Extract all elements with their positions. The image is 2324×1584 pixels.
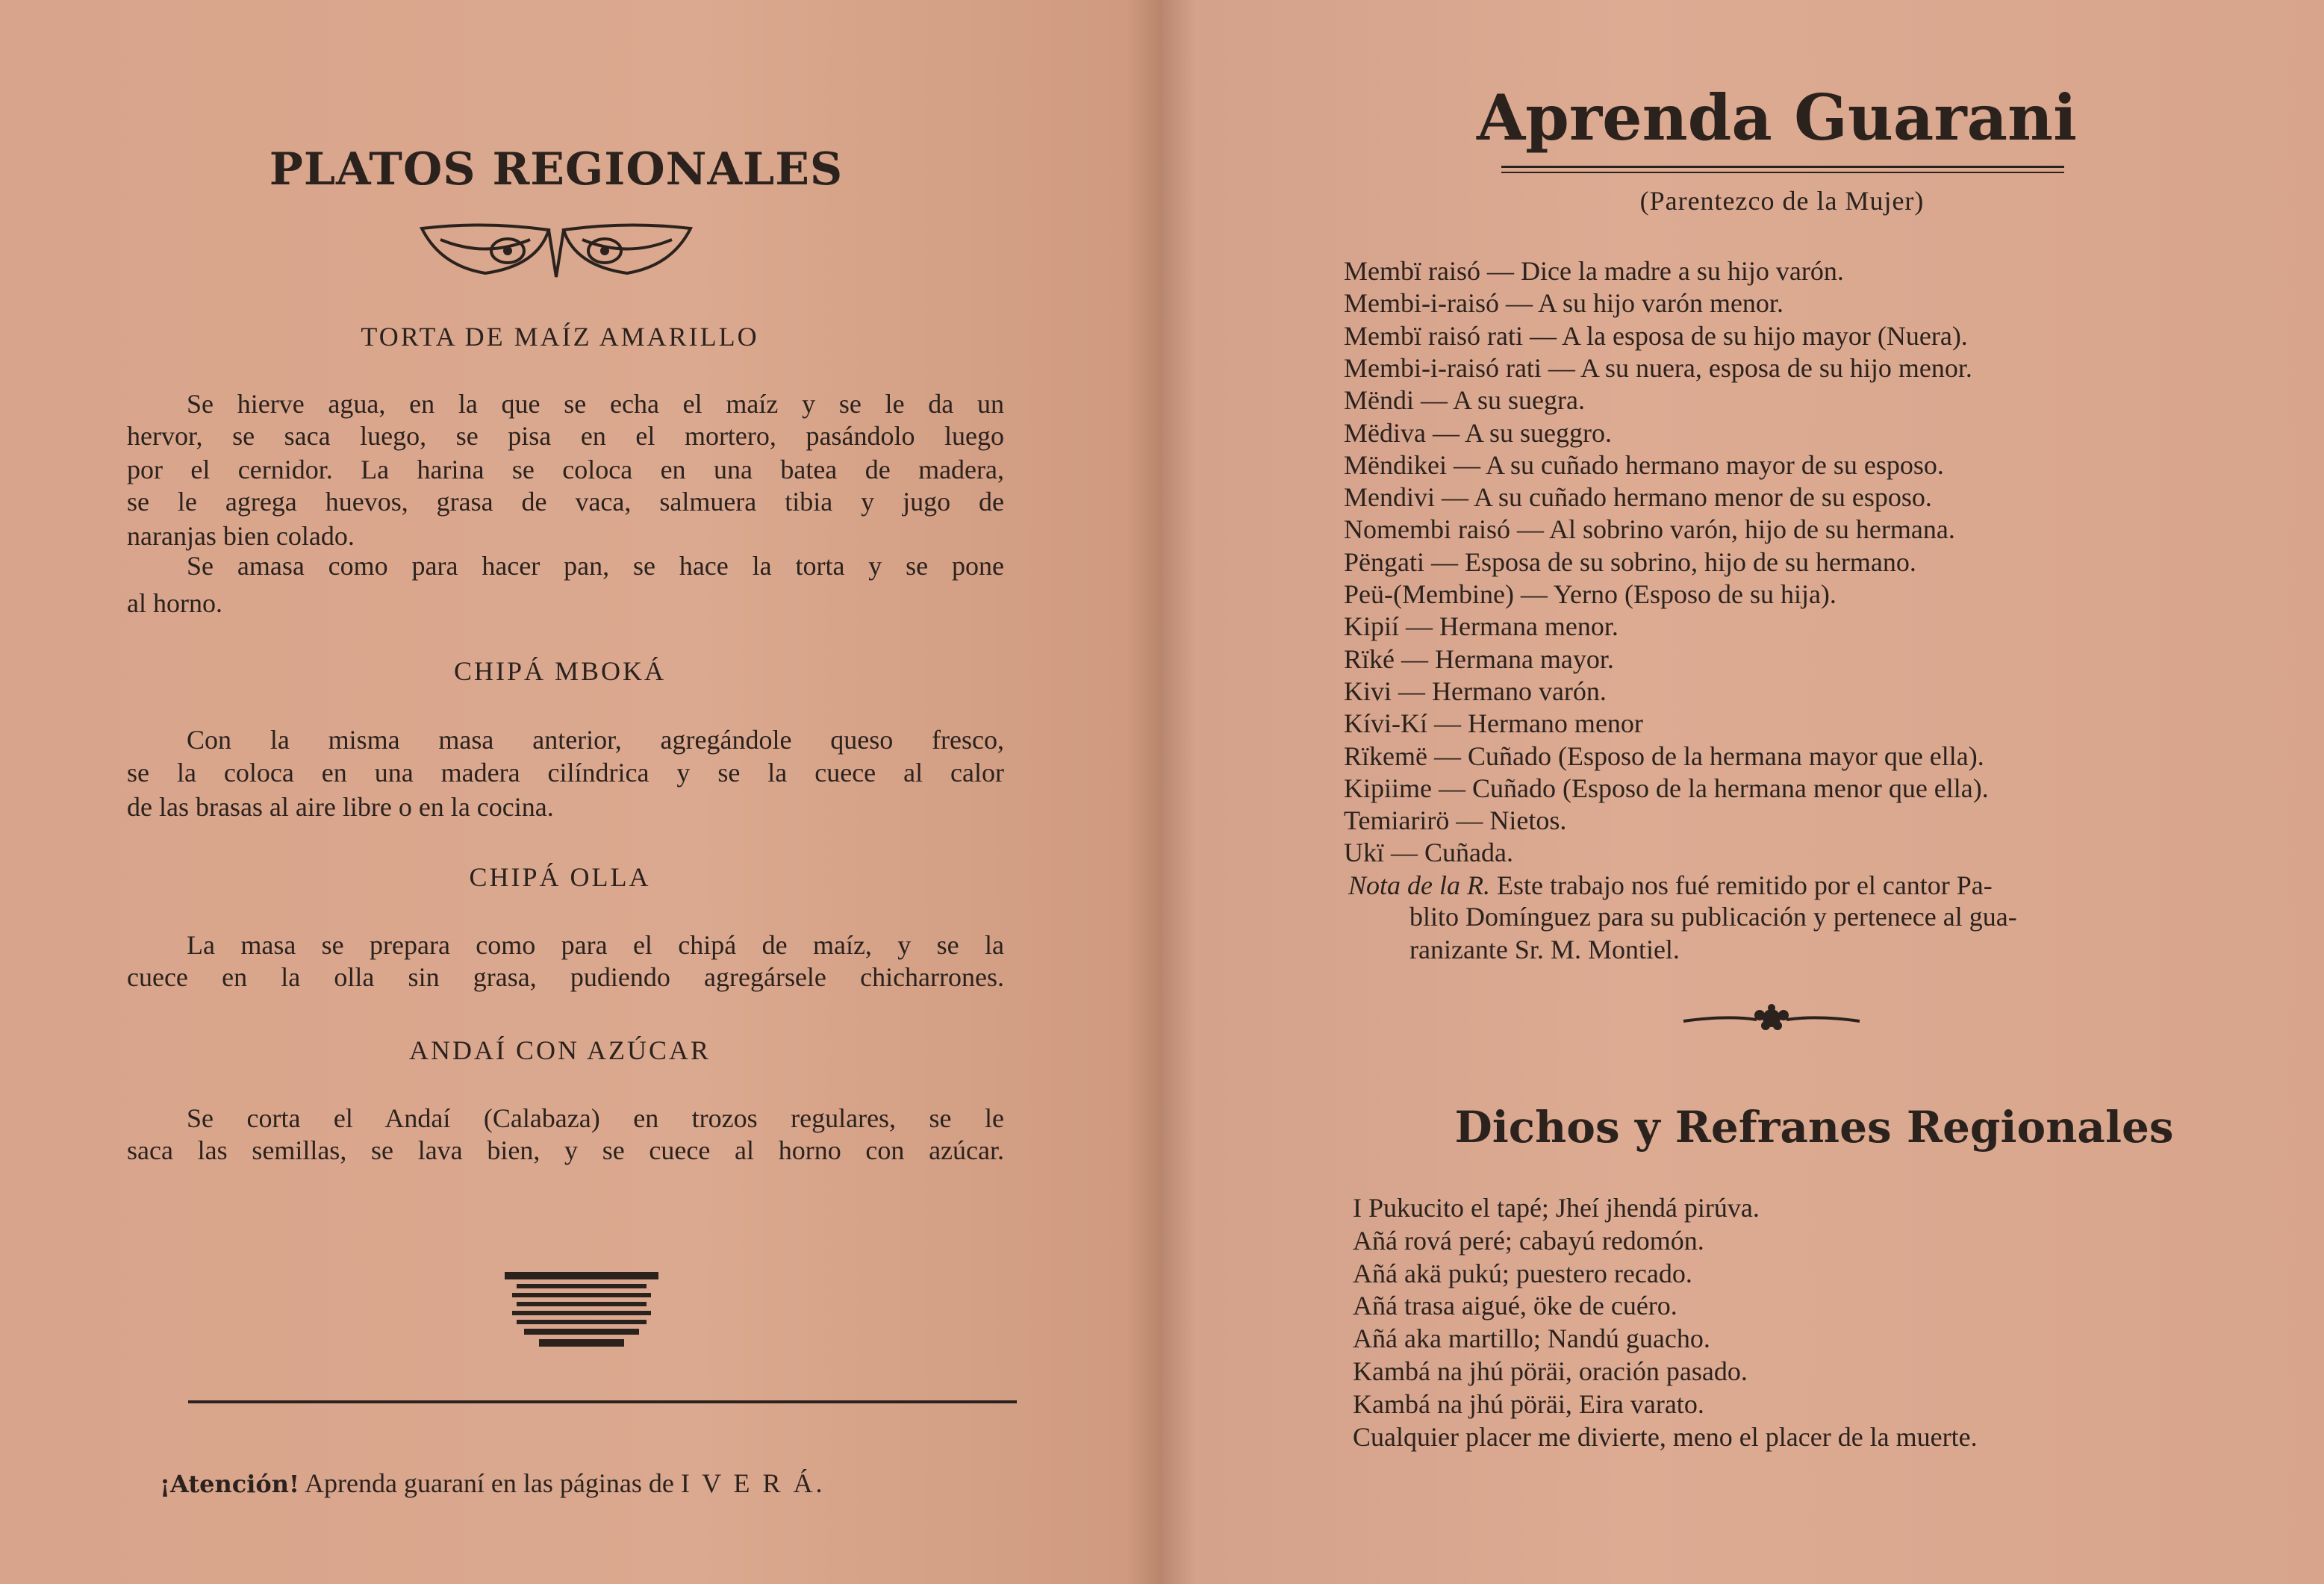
- kinship-entry: Temiarirö — Nietos.: [1344, 805, 1567, 836]
- kinship-entry: Kipiime — Cuñado (Esposo de la hermana menor que ella).: [1344, 773, 1989, 803]
- recipe-text-line: La masa se prepara como para el chipá de maíz, y se la: [187, 930, 1004, 960]
- title-underline-2: [1501, 172, 2064, 173]
- recipe-text-line: se la coloca en una madera cilíndrica y se la cuece al calor: [127, 758, 1004, 788]
- kinship-entry: Membï raisó rati — A la esposa de su hijo mayor (Nuera).: [1344, 320, 1968, 351]
- recipe-text-line: Se hierve agua, en la que se echa el maíz y se le da un: [187, 389, 1004, 419]
- kinship-entry: Membi-i-raisó — A su hijo varón menor.: [1344, 288, 1784, 319]
- kinship-entry: Peü-(Membine) — Yerno (Esposo de su hija).: [1344, 579, 1837, 609]
- page-subtitle: (Parentezco de la Mujer): [1639, 186, 1925, 216]
- note-line-3: ranizante Sr. M. Montiel.: [1409, 935, 1680, 964]
- saying-line: Añá akä pukú; puestero recado.: [1353, 1258, 1692, 1288]
- recipe-text-line: de las brasas al aire libre o en la cocina.: [127, 792, 554, 822]
- saying-line: Añá trasa aigué, öke de cuéro.: [1353, 1291, 1677, 1321]
- saying-line: Cualquier placer me divierte, meno el placer de la muerte.: [1353, 1421, 1978, 1452]
- kinship-entry: Mëdiva — A su sueggro.: [1344, 417, 1612, 448]
- recipe-heading: ANDAÍ CON AZÚCAR: [408, 1035, 711, 1065]
- kinship-entry: Rïké — Hermana mayor.: [1344, 643, 1614, 674]
- footer-note: [160, 1468, 826, 1499]
- saying-line: Añá rová peré; cabayú redomón.: [1353, 1225, 1704, 1256]
- kinship-entry: Rïkemë — Cuñado (Esposo de la hermana mayor que ella).: [1344, 740, 1984, 771]
- footer-brand: I V E R Á.: [680, 1468, 826, 1498]
- title-underline: [1501, 166, 2064, 168]
- note-line-2: blito Domínguez para su publicación y pertenece al gua-: [1409, 902, 2017, 932]
- note-text-1: Este trabajo nos fué remitido por el cantor Pa-: [1496, 870, 1993, 900]
- recipe-text-line: por el cernidor. La harina se coloca en una batea de madera,: [127, 455, 1004, 484]
- recipe-text-line: naranjas bien colado.: [127, 521, 355, 551]
- recipe-text-line: al horno.: [127, 588, 222, 618]
- recipe-heading: CHIPÁ OLLA: [469, 862, 651, 892]
- recipe-text-line: cuece en la olla sin grasa, pudiendo agregársele chicharrones.: [127, 962, 1004, 992]
- kinship-entry: Kipií — Hermana menor.: [1344, 611, 1619, 642]
- saying-line: Kambá na jhú pöräi, oración pasado.: [1353, 1356, 1748, 1386]
- kinship-entry: Membi-i-raisó rati — A su nuera, esposa de su hijo menor.: [1344, 352, 1972, 383]
- kinship-entry: Kivi — Hermano varón.: [1344, 676, 1607, 706]
- recipe-text-line: saca las semillas, se lava bien, y se cuece al horno con azúcar.: [127, 1135, 1004, 1165]
- recipe-heading: TORTA DE MAÍZ AMARILLO: [361, 322, 759, 352]
- right-page: [1161, 0, 2324, 1584]
- saying-line: I Pukucito el tapé; Jheí jhendá pirúva.: [1353, 1193, 1760, 1223]
- ornament-icon: [502, 1269, 661, 1350]
- kinship-entry: Membï raisó — Dice la madre a su hijo varón.: [1344, 256, 1844, 286]
- divider: [188, 1400, 1017, 1403]
- kinship-entry: Ukï — Cuñada.: [1344, 838, 1513, 868]
- floral-ornament-icon: [1682, 1003, 1861, 1035]
- recipe-text-line: se le agrega huevos, grasa de vaca, salmuera tibia y jugo de: [127, 487, 1004, 517]
- kinship-entry: Mendivi — A su cuñado hermano menor de su esposo.: [1344, 482, 1932, 513]
- page-title: PLATOS REGIONALES: [269, 143, 844, 196]
- footer-attention: ¡Atención!: [160, 1470, 300, 1498]
- kinship-entry: Kívi-Kí — Hermano menor: [1344, 708, 1643, 739]
- recipe-text-line: Con la misma masa anterior, agregándole queso fresco,: [187, 725, 1004, 755]
- fish-ornament-icon: [418, 221, 694, 282]
- left-page: [0, 0, 1161, 1584]
- saying-line: Añá aka martillo; Nandú guacho.: [1353, 1323, 1710, 1354]
- footer-text: Aprenda guaraní en las páginas de: [305, 1468, 674, 1498]
- page-title: Aprenda Guarani: [1477, 81, 2077, 155]
- kinship-entry: Mëndikei — A su cuñado hermano mayor de su esposo.: [1344, 449, 1944, 480]
- kinship-entry: Mëndi — A su suegra.: [1344, 385, 1585, 416]
- note-label: Nota de la R.: [1348, 870, 1490, 900]
- kinship-entry: Nomembi raisó — Al sobrino varón, hijo de su hermana.: [1344, 514, 1955, 545]
- note-line-1: [1348, 872, 1993, 899]
- kinship-entry: Pëngati — Esposa de su sobrino, hijo de su hermano.: [1344, 546, 1916, 577]
- recipe-text-line: Se amasa como para hacer pan, se hace la torta y se pone: [187, 551, 1004, 581]
- saying-line: Kambá na jhú pöräi, Eira varato.: [1353, 1388, 1704, 1419]
- recipe-text-line: hervor, se saca luego, se pisa en el mortero, pasándolo luego: [127, 421, 1004, 451]
- recipe-text-line: Se corta el Andaí (Calabaza) en trozos regulares, se le: [187, 1103, 1004, 1133]
- sayings-title: Dichos y Refranes Regionales: [1454, 1102, 2174, 1153]
- recipe-heading: CHIPÁ MBOKÁ: [453, 656, 667, 686]
